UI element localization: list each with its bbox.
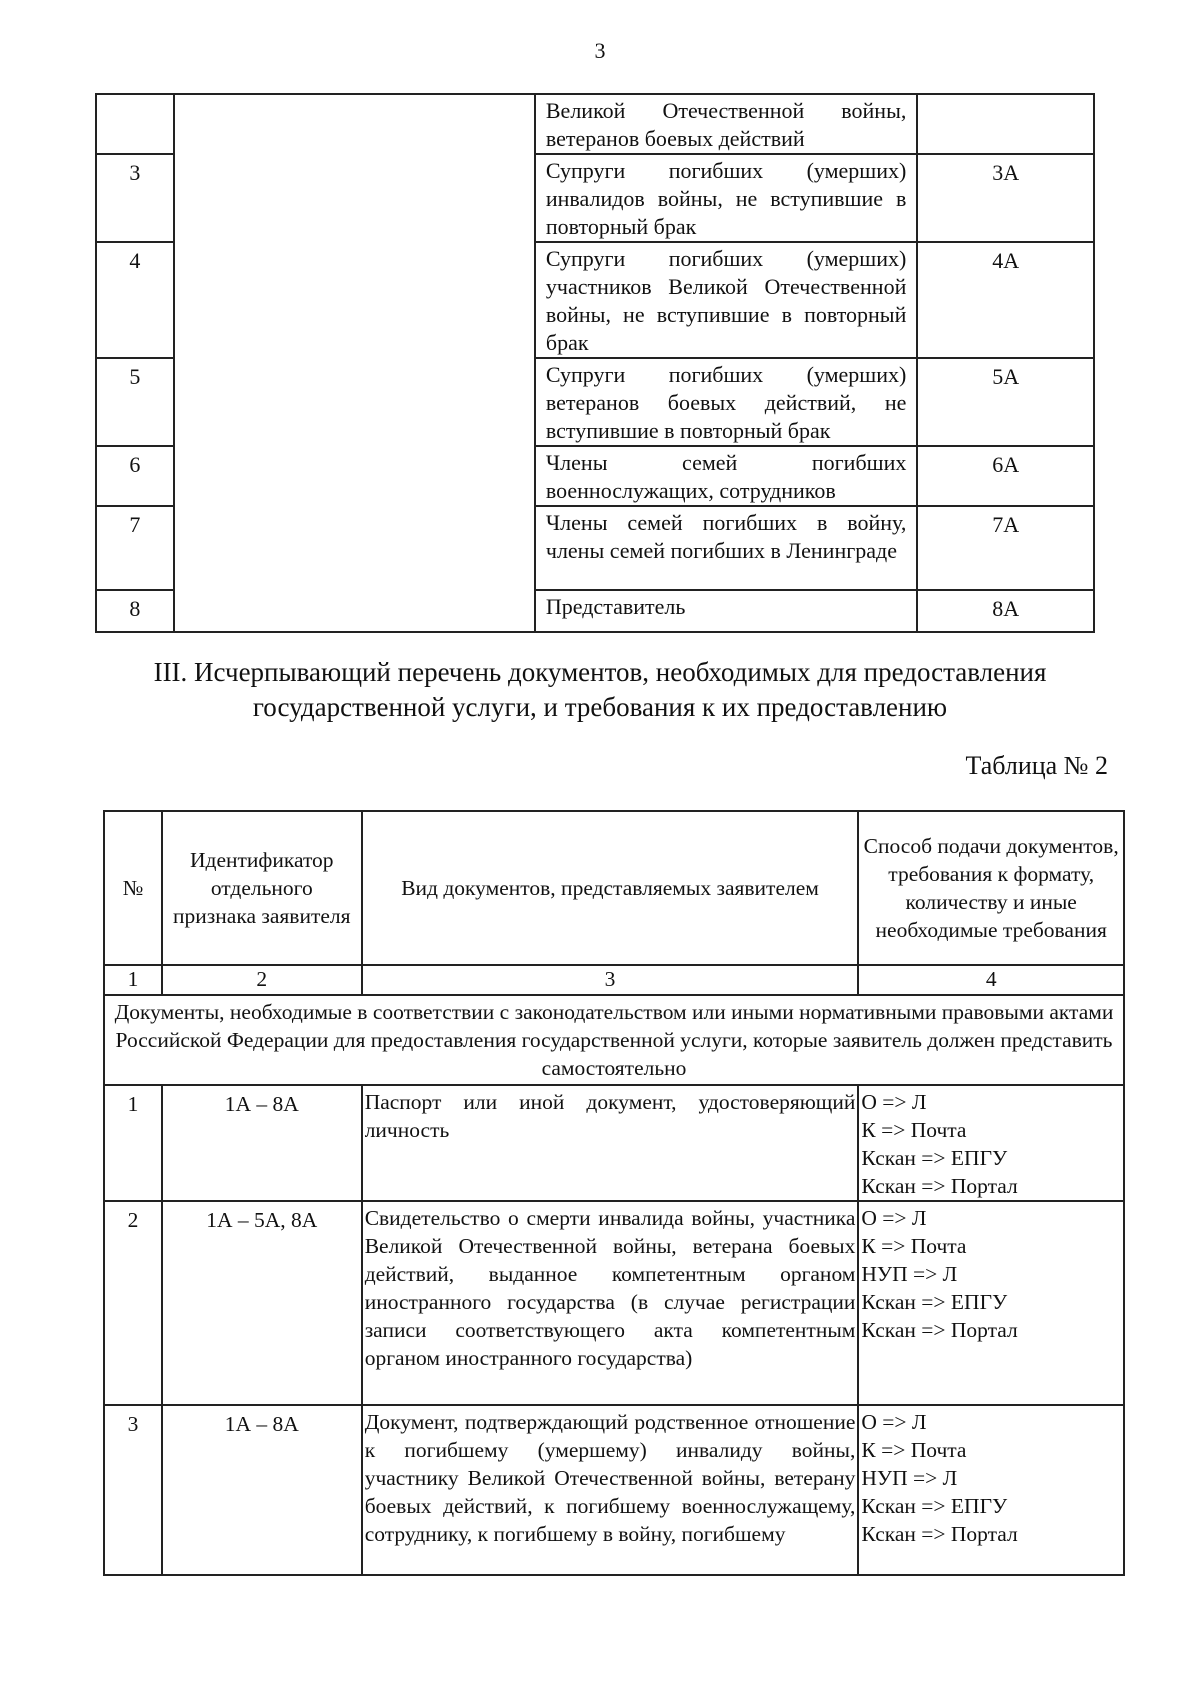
category-code: 7А [917,506,1094,590]
category-text: Члены семей погибших военнослужащих, сотрудников [535,446,917,506]
method-item: О => Л [861,1410,927,1434]
method-item: О => Л [861,1090,927,1114]
applicant-identifier: 1А – 8А [162,1085,362,1201]
category-text: Супруги погибших (умерших) участников Великой Отечественной войны, не вступившие в повторный брак [535,242,917,358]
document-description: Свидетельство о смерти инвалида войны, участника Великой Отечественной войны, ветерана боевых действий, выданное компетентным органом иностранного государства (в случае регистрации записи соответствующего акта компетентным органом иностранного государства) [362,1201,859,1405]
method-item: НУП => Л [861,1466,958,1490]
table-row [104,1201,1124,1405]
header-identifier: Идентификатор отдельного признака заявителя [162,811,362,965]
row-number: 1 [104,1085,162,1201]
row-number [96,94,174,154]
method-item: Кскан => ЕПГУ [861,1290,1008,1314]
table-caption: Таблица № 2 [965,751,1108,780]
document-description: Документ, подтверждающий родственное отношение к погибшему (умершему) инвалиду войны, участнику Великой Отечественной войны, ветерану боевых действий, к погибшему военнослужащему, сотруднику, к погибшему в войну, погибшему [362,1405,859,1575]
category-code: 5А [917,358,1094,446]
method-item: О => Л [861,1206,927,1230]
page-number: 3 [594,38,606,63]
category-text: Члены семей погибших в войну, члены семей погибших в Ленинграде [535,506,917,590]
method-item: К => Почта [861,1234,967,1258]
group-header-row [104,995,1124,1085]
column-index: 1 [104,965,162,995]
category-code: 6А [917,446,1094,506]
row-number: 3 [104,1405,162,1575]
applicant-identifier: 1А – 8А [162,1405,362,1575]
row-number: 5 [96,358,174,446]
method-item: НУП => Л [861,1262,958,1286]
column-index: 2 [162,965,362,995]
merged-empty-cell [174,94,535,632]
group-title: Документы, необходимые в соответствии с законодательством или иными нормативными правовыми актами Российской Федерации для предоставления государственной услуги, которые заявитель должен представить самостоятельно [104,995,1124,1085]
method-item: Кскан => ЕПГУ [861,1146,1008,1170]
table-row [104,1085,1124,1201]
header-submission-method: Способ подачи документов, требования к формату, количеству и иные необходимые требования [858,811,1124,965]
category-code: 8А [917,590,1094,632]
section-title [60,655,1140,725]
document-description: Паспорт или иной документ, удостоверяющий личность [362,1085,859,1201]
table-row [104,1405,1124,1575]
column-index-row [104,965,1124,995]
submission-methods [858,1201,1124,1405]
row-number: 8 [96,590,174,632]
category-code: 4А [917,242,1094,358]
method-item: Кскан => Портал [861,1522,1018,1546]
documents-table [103,810,1125,1576]
method-item: Кскан => ЕПГУ [861,1494,1008,1518]
section-title-line1: III. Исчерпывающий перечень документов, необходимых для предоставления [153,657,1047,687]
table-row [96,94,1094,154]
method-item: Кскан => Портал [861,1174,1018,1198]
category-text: Представитель [535,590,917,632]
row-number: 6 [96,446,174,506]
applicant-categories-table [95,93,1095,633]
method-item: Кскан => Портал [861,1318,1018,1342]
row-number: 3 [96,154,174,242]
header-number: № [104,811,162,965]
column-index: 4 [858,965,1124,995]
category-text: Супруги погибших (умерших) инвалидов войны, не вступившие в повторный брак [535,154,917,242]
row-number: 7 [96,506,174,590]
section-title-line2: государственной услуги, и требования к их предоставлению [252,692,948,722]
row-number: 4 [96,242,174,358]
method-item: К => Почта [861,1118,967,1142]
submission-methods [858,1085,1124,1201]
header-document-type: Вид документов, представляемых заявителем [362,811,859,965]
table-header-row [104,811,1124,965]
category-text: Великой Отечественной войны, ветеранов боевых действий [535,94,917,154]
submission-methods [858,1405,1124,1575]
row-number: 2 [104,1201,162,1405]
column-index: 3 [362,965,859,995]
method-item: К => Почта [861,1438,967,1462]
category-code: 3А [917,154,1094,242]
category-code [917,94,1094,154]
applicant-identifier: 1А – 5А, 8А [162,1201,362,1405]
category-text: Супруги погибших (умерших) ветеранов боевых действий, не вступившие в повторный брак [535,358,917,446]
